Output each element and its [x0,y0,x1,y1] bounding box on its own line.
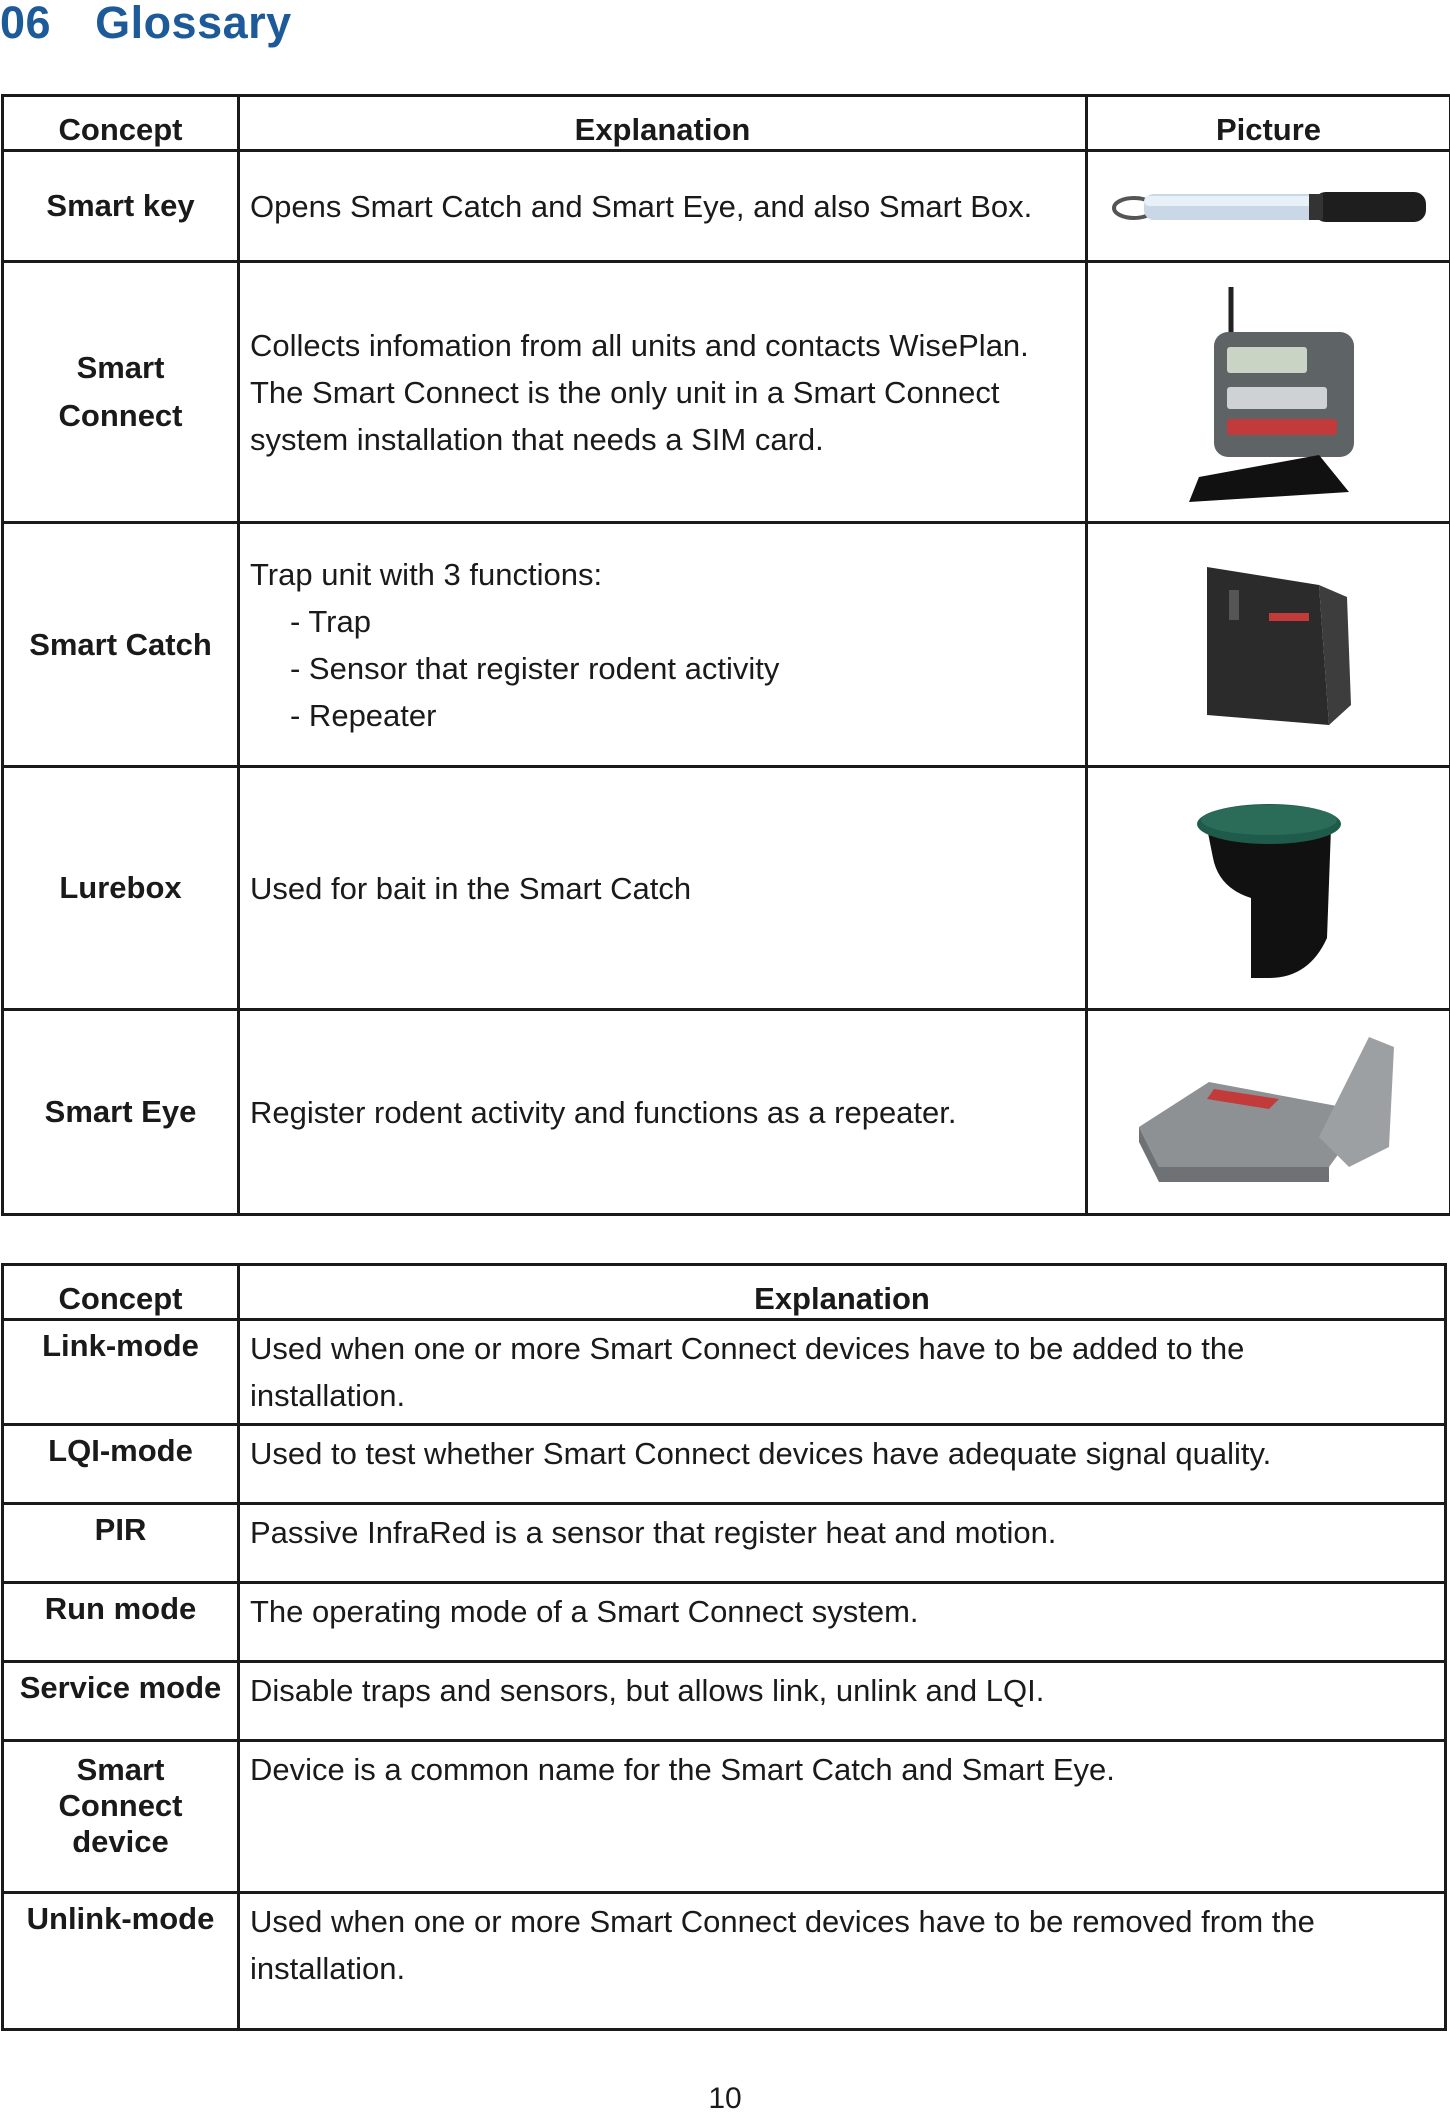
concept-cell: Run mode [3,1583,239,1662]
concept-line: Smart [4,344,237,392]
list-item: - Sensor that register rodent activity [290,645,1075,692]
header-concept: Concept [3,1265,239,1320]
explanation-text: Opens Smart Catch and Smart Eye, and also Smart Box. [250,189,1032,224]
concept-line: device [4,1824,237,1860]
explanation-cell [239,1504,1446,1583]
header-explanation: Explanation [239,96,1087,151]
smart-catch-image [1169,545,1369,745]
table-header-row [3,1265,1446,1320]
explanation-line: installation. [250,1372,1434,1419]
header-concept: Concept [3,96,239,151]
explanation-cell [239,1893,1446,2030]
table-row [3,523,1450,767]
glossary-table-terms [1,1263,1447,2031]
concept-cell: Link-mode [3,1320,239,1425]
explanation-intro: Trap unit with 3 functions: [250,551,1075,598]
concept-line: Connect [4,1788,237,1824]
explanation-line: installation. [250,1945,1434,1992]
table-row [3,1583,1446,1662]
lurebox-image [1189,788,1349,988]
picture-cell [1087,1010,1450,1215]
explanation-cell [239,1583,1446,1662]
picture-cell [1087,151,1450,262]
concept-line: Smart [4,1752,237,1788]
explanation-cell [239,523,1087,767]
section-title: Glossary [95,0,292,48]
table-row [3,1425,1446,1504]
explanation-line: system installation that needs a SIM card. [250,416,1075,463]
list-item: - Trap [290,598,1075,645]
concept-cell [3,1741,239,1893]
explanation-cell [239,1010,1087,1215]
smart-key-image [1104,166,1434,246]
smart-connect-image [1169,277,1369,507]
picture-cell [1087,262,1450,523]
section-number: 06 [0,0,51,48]
explanation-cell [239,767,1087,1010]
explanation-line: Used when one or more Smart Connect devices have to be added to the [250,1325,1434,1372]
explanation-line: The operating mode of a Smart Connect system. [250,1588,1434,1635]
concept-cell: PIR [3,1504,239,1583]
explanation-cell [239,1425,1446,1504]
explanation-cell [239,1741,1446,1893]
header-picture: Picture [1087,96,1450,151]
concept-cell: Unlink-mode [3,1893,239,2030]
concept-cell: Lurebox [3,767,239,1010]
concept-cell: Smart Catch [3,523,239,767]
explanation-text: Used for bait in the Smart Catch [250,871,691,906]
picture-cell [1087,523,1450,767]
function-list [250,598,1075,739]
concept-cell [3,262,239,523]
explanation-line: Disable traps and sensors, but allows link, unlink and LQI. [250,1667,1434,1714]
concept-cell: Service mode [3,1662,239,1741]
explanation-line: Collects infomation from all units and contacts WisePlan. [250,322,1075,369]
section-heading [0,0,292,45]
explanation-cell [239,1662,1446,1741]
explanation-line: The Smart Connect is the only unit in a Smart Connect [250,369,1075,416]
table-row [3,1662,1446,1741]
table-row [3,1320,1446,1425]
explanation-cell [239,262,1087,523]
page-number: 10 [0,2082,1450,2116]
header-explanation: Explanation [239,1265,1446,1320]
table-row [3,1504,1446,1583]
explanation-line: Passive InfraRed is a sensor that register heat and motion. [250,1509,1434,1556]
explanation-line: Used when one or more Smart Connect devices have to be removed from the [250,1898,1434,1945]
concept-cell: LQI-mode [3,1425,239,1504]
table-header-row [3,96,1450,151]
table-row [3,262,1450,523]
table-row [3,1010,1450,1215]
picture-cell [1087,767,1450,1010]
explanation-line: Used to test whether Smart Connect devices have adequate signal quality. [250,1430,1434,1477]
glossary-table-pictures [1,94,1450,1216]
table-row [3,767,1450,1010]
table-row [3,1741,1446,1893]
explanation-cell [239,151,1087,262]
smart-eye-image [1119,1027,1419,1197]
explanation-cell [239,1320,1446,1425]
concept-line: Connect [4,392,237,440]
table-row [3,1893,1446,2030]
explanation-line: Device is a common name for the Smart Catch and Smart Eye. [250,1746,1434,1793]
table-row [3,151,1450,262]
explanation-text: Register rodent activity and functions as a repeater. [250,1095,957,1130]
list-item: - Repeater [290,692,1075,739]
concept-cell: Smart key [3,151,239,262]
concept-cell: Smart Eye [3,1010,239,1215]
